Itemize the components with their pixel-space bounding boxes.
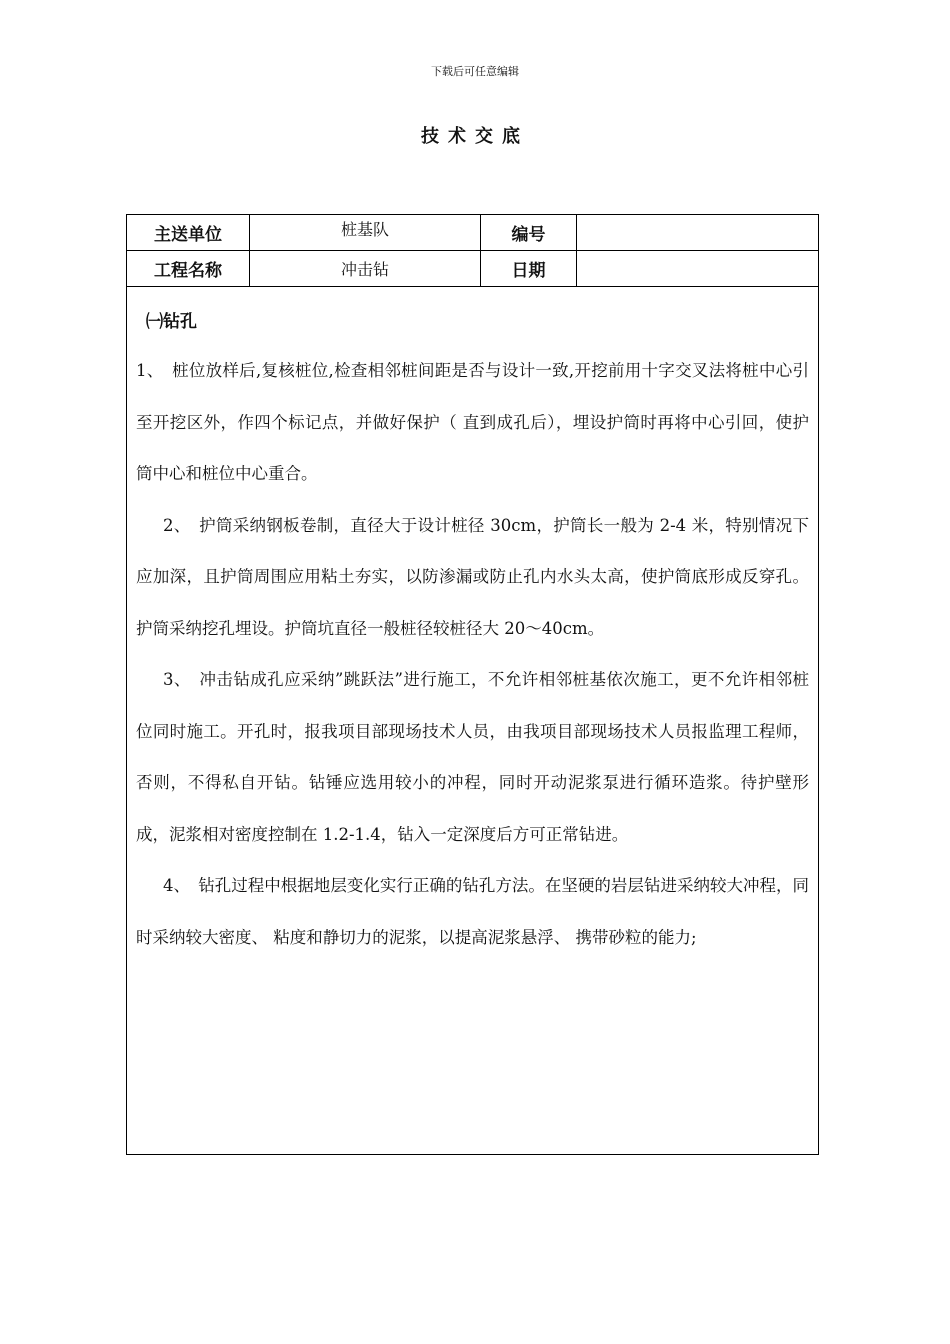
paragraph-3: 3、 冲击钻成孔应采纳”跳跃法”进行施工，不允许相邻桩基依次施工，更不允许相邻桩位同时施工。开孔时，报我项目部现场技术人员，由我项目部现场技术人员报监理工程师，否则，不得私自开钻。钻锤应选用较小的冲程，同时开动泥浆泵进行循环造浆。待护壁形成，泥浆相对密度控制在 1.2-1.4，钻入一定深度后方可正常钻进。 <box>136 670 809 844</box>
section-heading: ㈠钻孔 <box>146 312 197 332</box>
date-label: 日期 <box>481 251 577 286</box>
disclosure-table <box>126 214 819 1155</box>
project-name-label: 工程名称 <box>127 251 250 286</box>
table-row-recipient <box>127 215 818 251</box>
paragraph-1: 1、 桩位放样后,复核桩位,检查相邻桩间距是否与设计一致,开挖前用十字交叉法将桩中心引至开挖区外，作四个标记点，并做好保护（ 直到成孔后），埋设护筒时再将中心引回，使护筒中心和桩位中心重合。 <box>136 361 809 483</box>
recipient-value: 桩基队 <box>250 215 481 250</box>
paragraph-4: 4、 钻孔过程中根据地层变化实行正确的钻孔方法。在坚硬的岩层钻进采纳较大冲程，同时采纳较大密度、 粘度和静切力的泥浆，以提高泥浆悬浮、 携带砂粒的能力; <box>136 876 809 947</box>
table-row-project <box>127 251 818 287</box>
number-value <box>577 215 818 250</box>
date-value <box>577 251 818 286</box>
page-header: 下载后可任意编辑 <box>431 65 519 78</box>
recipient-label: 主送单位 <box>127 215 250 250</box>
paragraph-2: 2、 护筒采纳钢板卷制，直径大于设计桩径 30cm，护筒长一般为 2-4 米，特别情况下应加深，且护筒周围应用粘土夯实，以防渗漏或防止孔内水头太高，使护筒底形成反穿孔。护筒采纳挖孔埋设。护筒坑直径一般桩径较桩径大 20～40cm。 <box>136 515 809 638</box>
number-label: 编号 <box>481 215 577 250</box>
project-name-value: 冲击钻 <box>250 251 481 286</box>
disclosure-content <box>127 287 818 963</box>
document-title: 技术交底 <box>421 126 529 147</box>
